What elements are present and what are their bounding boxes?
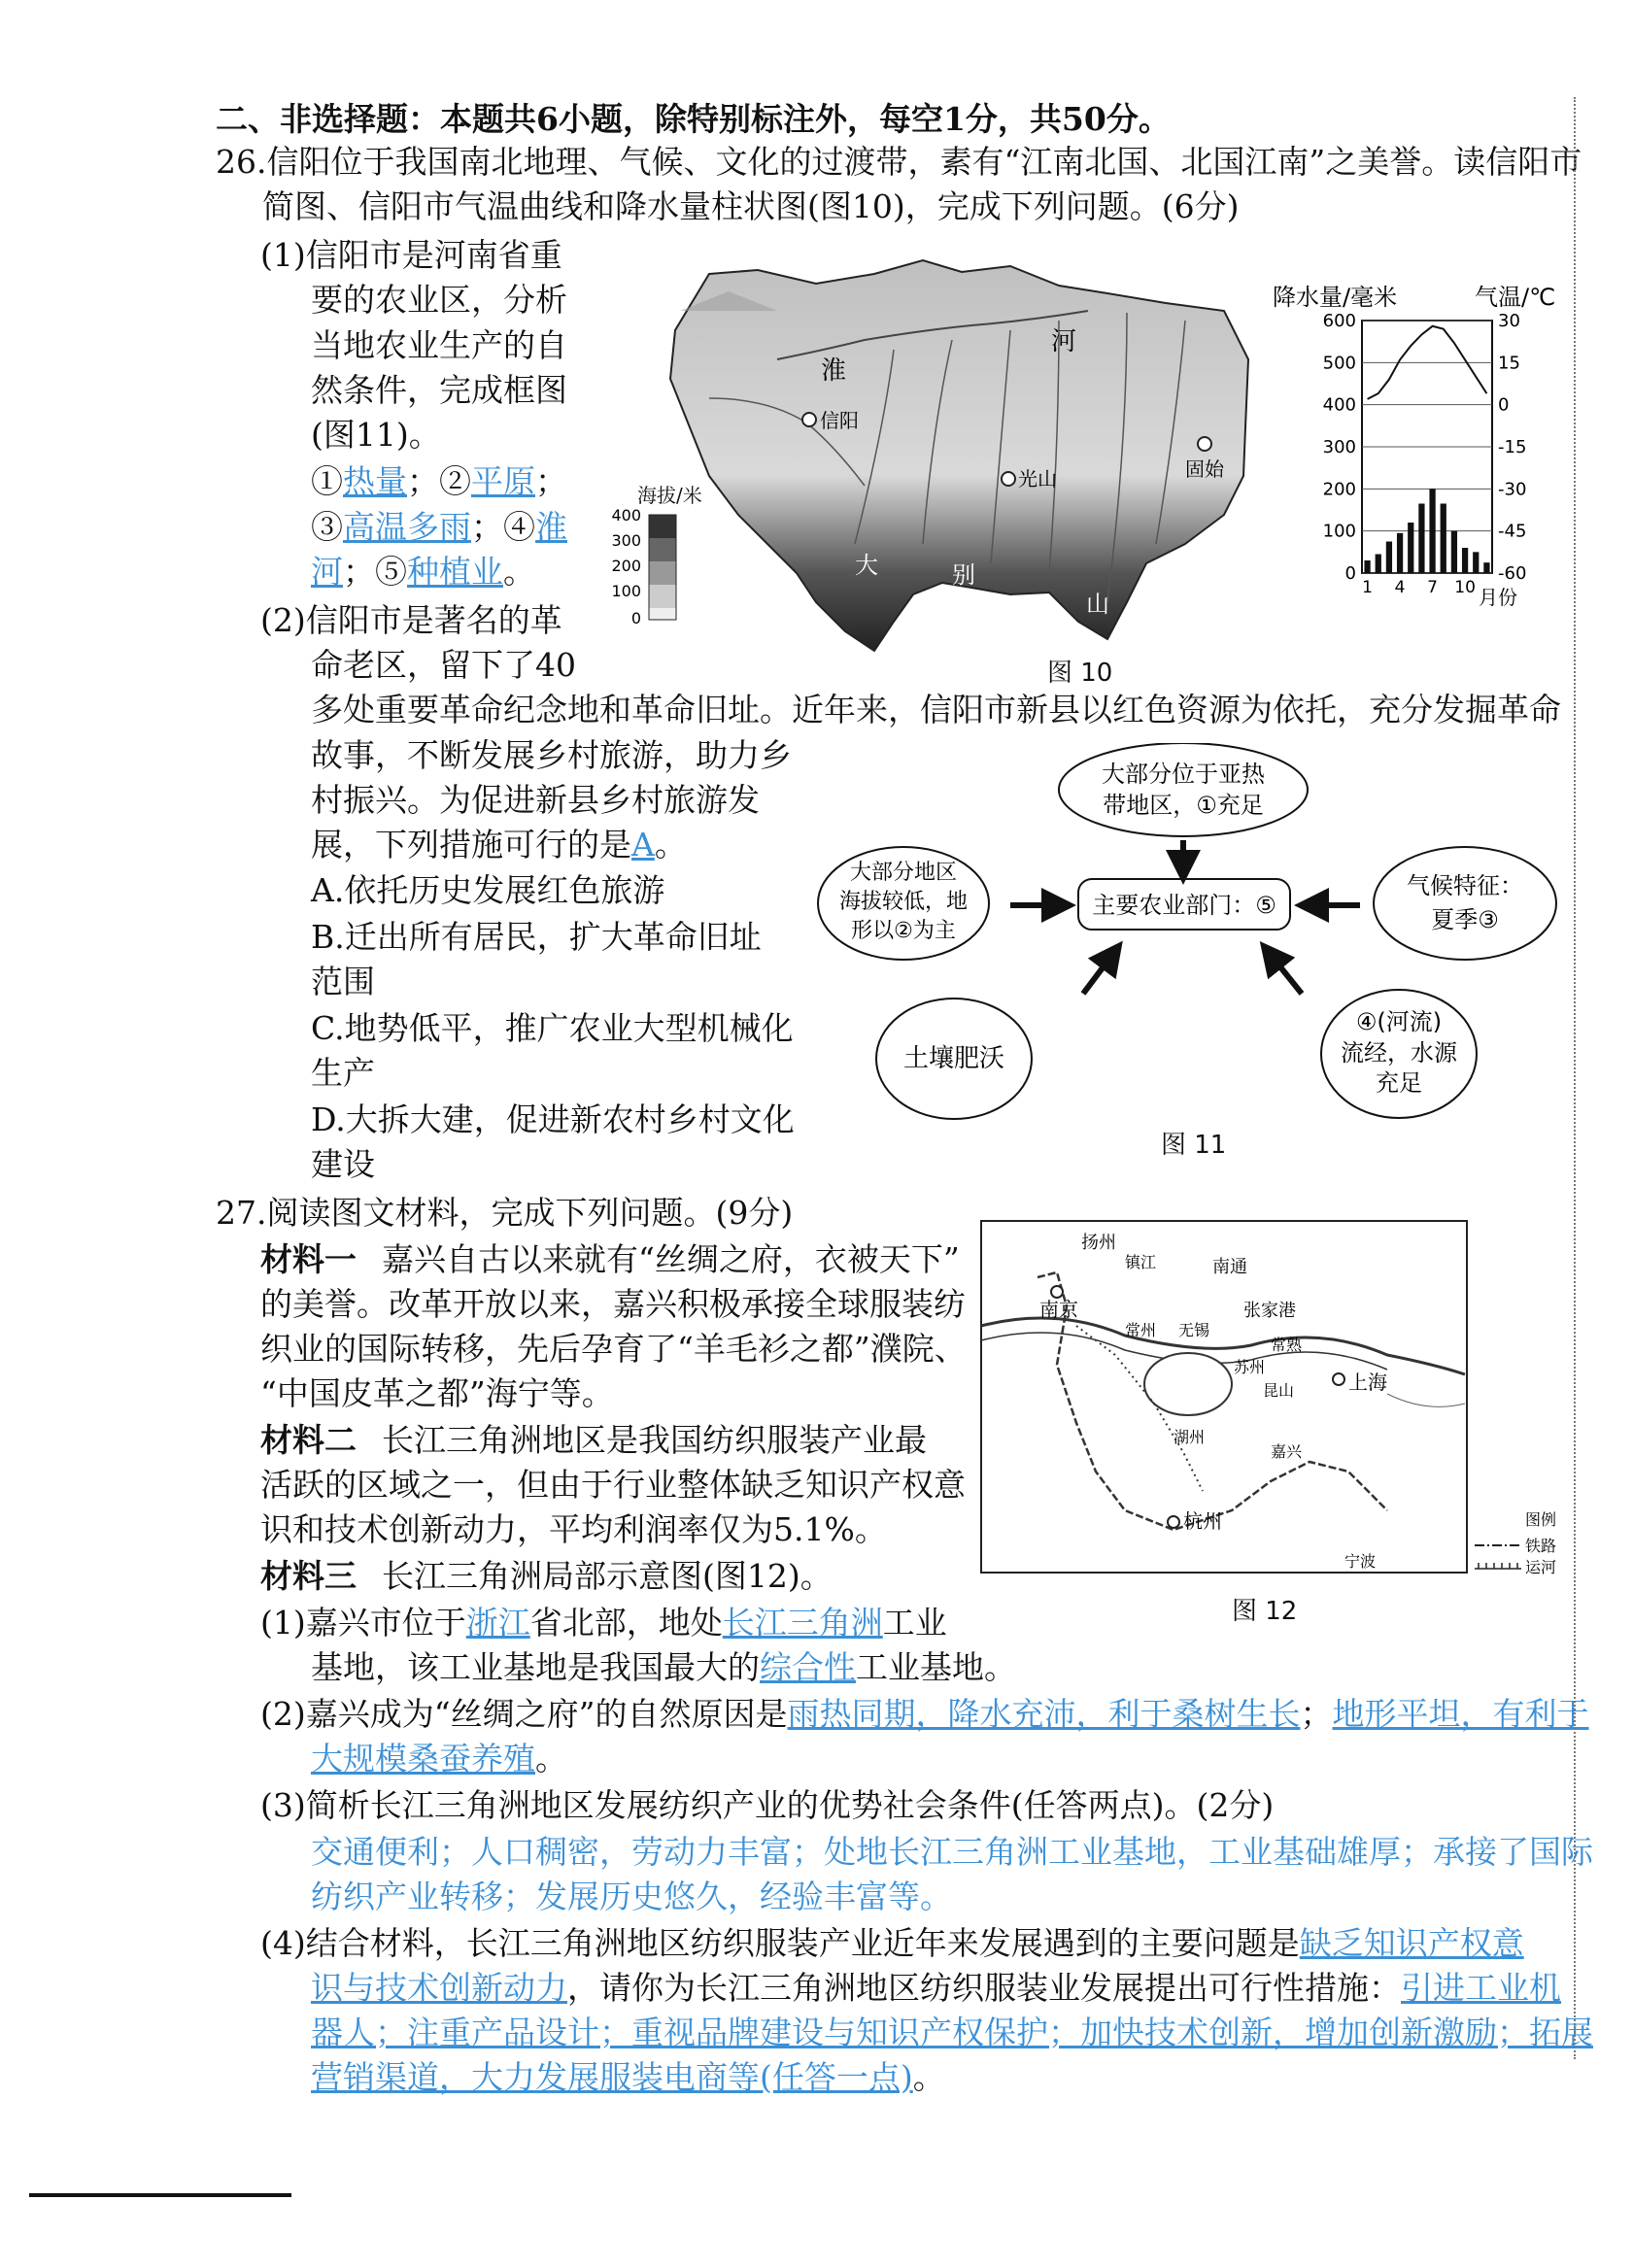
y2-tick-label: 15 [1498, 353, 1520, 374]
city-label: 常州 [1125, 1321, 1157, 1339]
precip-bar [1418, 504, 1424, 574]
elev-tick: 400 [611, 506, 641, 525]
q27-p2-line2: 大规模桑蚕养殖。 [311, 1740, 567, 1777]
precip-bar [1408, 523, 1413, 573]
node-terrain-line2: 海拔较低，地 [838, 890, 969, 914]
node-climate [1374, 847, 1556, 960]
fig12-caption: 图 12 [1232, 1597, 1298, 1626]
option-d: D.大拆大建，促进新农村乡村文化 [311, 1100, 795, 1138]
q27-m2-line2: 活跃的区域之一，但由于行业整体缺乏知识产权意 [260, 1466, 966, 1504]
elev-tick: 0 [630, 609, 641, 627]
q27-p3-answer-line1: 交通便利；人口稠密，劳动力丰富；处地长江三角洲工业基地，工业基础雄厚；承接了国际 [311, 1833, 1593, 1871]
node-main-sector-label: 主要农业部门：⑤ [1092, 892, 1276, 919]
y-tick-label: 400 [1322, 394, 1356, 416]
guangshan-marker [1002, 472, 1015, 486]
q26-p2-line4: 故事，不断发展乡村旅游，助力乡 [311, 736, 792, 774]
option-a: A.依托历史发展红色旅游 [311, 871, 665, 909]
q27-p4-line4: 营销渠道，大力发展服装电商等(任答一点)。 [311, 2058, 945, 2096]
node-river-line1: ④(河流) [1355, 1008, 1443, 1035]
material-2-label: 材料二 [260, 1421, 357, 1459]
q27-p4-line2: 识与技术创新动力，请你为长江三角洲地区纺织服装业发展提出可行性措施：引进工业机 [311, 1969, 1561, 2007]
q27-m1-line1: 材料一 嘉兴自古以来就有“丝绸之府，衣被天下” [260, 1240, 960, 1278]
node-river-line3: 充足 [1376, 1069, 1422, 1097]
nanjing-marker [1051, 1286, 1063, 1298]
node-river-line2: 流经，水源 [1341, 1039, 1457, 1066]
q26-p1-line1: (1)信阳市是河南省重 [260, 236, 562, 274]
q26-p2-line1: (2)信阳市是著名的革 [260, 601, 562, 639]
climate-chart [1273, 282, 1593, 622]
q27-p1-line2: 基地，该工业基地是我国最大的综合性工业基地。 [311, 1648, 1016, 1686]
legend-canal-symbol [1475, 1563, 1521, 1569]
option-c: C.地势低平，推广农业大型机械化 [311, 1009, 794, 1047]
city-label: 嘉兴 [1271, 1442, 1303, 1461]
answer-measures-end: 营销渠道，大力发展服装电商等(任答一点) [311, 2058, 913, 2096]
node-heat-line2: 带地区，①充足 [1103, 792, 1264, 819]
q27-p1-line1: (1)嘉兴市位于浙江省北部，地处长江三角洲工业 [260, 1604, 947, 1642]
answer-2: 平原 [471, 462, 535, 500]
q27-m2-line1: 材料二 长江三角洲地区是我国纺织服装产业最 [260, 1421, 927, 1459]
q26-p2-line3: 多处重要革命纪念地和革命旧址。近年来，信阳市新县以红色资源为依托，充分发掘革命 [311, 691, 1561, 728]
city-label: 湖州 [1174, 1428, 1206, 1446]
legend-rail-label: 铁路 [1525, 1537, 1557, 1555]
answer-3: 高温多雨 [343, 508, 471, 546]
city-label: 昆山 [1263, 1381, 1295, 1400]
arrow-bottom-right [1271, 955, 1302, 994]
city-label: 扬州 [1081, 1233, 1116, 1253]
x-tick-label: 10 [1454, 578, 1476, 597]
elevation-legend-title: 海拔/米 [637, 484, 702, 507]
city-label: 上海 [1348, 1371, 1387, 1394]
material-1-label: 材料一 [260, 1240, 357, 1278]
footer-bar [29, 2193, 291, 2197]
y2-tick-label: 0 [1498, 394, 1510, 416]
q27-m1-line2: 的美誉。改革开放以来，嘉兴积极承接全球服装纺 [260, 1285, 966, 1323]
answer-base: 长江三角洲 [722, 1604, 883, 1642]
q26-p1-line5: (图11)。 [311, 416, 441, 454]
chart-y2label: 气温/℃ [1475, 284, 1556, 311]
answer-problem-cont: 识与技术创新动力 [311, 1969, 567, 2007]
q27-m1-line3: 织业的国际转移，先后孕育了“羊毛衫之都”濮院、 [260, 1330, 967, 1368]
q26-p1-line2: 要的农业区，分析 [311, 281, 567, 319]
y2-tick-label: -60 [1498, 563, 1527, 584]
q26-p2-line2: 命老区，留下了40 [311, 646, 576, 684]
y2-tick-label: 30 [1498, 311, 1520, 331]
x-tick-label: 7 [1427, 578, 1438, 597]
city-label: 宁波 [1344, 1552, 1377, 1571]
precip-bar [1364, 560, 1370, 573]
q27-m2-line3: 识和技术创新动力，平均利润率仅为5.1%。 [260, 1510, 887, 1548]
option-b: B.迁出所有居民，扩大革命旧址 [311, 918, 762, 956]
city-label: 苏州 [1234, 1358, 1266, 1376]
precip-bar [1451, 531, 1457, 573]
answer-choice: A [631, 826, 655, 863]
answer-problem: 缺乏知识产权意 [1299, 1924, 1524, 1962]
q27-p3-answer-line2: 纺织产业转移；发展历史悠久，经验丰富等。 [311, 1878, 952, 1915]
q26-p2-line5: 村振兴。为促进新县乡村旅游发 [311, 781, 760, 819]
city-label: 镇江 [1125, 1253, 1157, 1271]
q27-p2-line1: (2)嘉兴成为“丝绸之府”的自然原因是雨热同期，降水充沛，利于桑树生长；地形平坦，有利于 [260, 1695, 1589, 1733]
y2-tick-label: -45 [1498, 521, 1527, 542]
q26-stem-line1: 26.信阳位于我国南北地理、气候、文化的过渡带，素有“江南北国、北国江南”之美誉。读信阳市 [216, 143, 1582, 181]
q27-m3-line1: 材料三 长江三角洲局部示意图(图12)。 [260, 1557, 833, 1595]
y-tick-label: 200 [1322, 479, 1356, 500]
node-terrain-line3: 形以②为主 [851, 919, 956, 943]
city-label: 杭州 [1183, 1509, 1222, 1533]
y-tick-label: 500 [1322, 353, 1356, 374]
option-d-cont: 建设 [311, 1145, 375, 1183]
precip-bar [1397, 533, 1403, 573]
map-label-shan: 山 [1086, 591, 1109, 618]
x-tick-label: 1 [1362, 578, 1373, 597]
precip-bar [1441, 504, 1446, 574]
answer-1: 热量 [343, 462, 407, 500]
precip-bar [1473, 552, 1479, 573]
answer-base-type: 综合性 [760, 1648, 856, 1686]
city-label: 常熟 [1271, 1336, 1303, 1354]
city-label: 南京 [1039, 1298, 1078, 1321]
map-label-da: 大 [855, 552, 878, 579]
xinyang-marker [802, 413, 816, 426]
q27-stem: 27.阅读图文材料，完成下列问题。(9分) [216, 1194, 794, 1232]
answer-climate: 雨热同期，降水充沛，利于桑树生长 [787, 1695, 1301, 1733]
elev-tick: 100 [611, 582, 641, 600]
hangzhou-marker [1168, 1516, 1179, 1528]
y2-tick-label: -15 [1498, 437, 1527, 457]
q27-p4-line3 [311, 2011, 1593, 2055]
arrow-bottom-left [1083, 955, 1112, 994]
q26-p1-line4: 然条件，完成框图 [311, 371, 567, 409]
elev-tick: 200 [611, 557, 641, 575]
legend-title: 图例 [1525, 1510, 1557, 1529]
q26-p1-answers-row1: ①热量；②平原； [311, 462, 567, 500]
map-label-he: 河 [1051, 327, 1077, 356]
map-label-bie: 别 [952, 561, 975, 589]
x-tick-label: 4 [1394, 578, 1406, 597]
xinyang-map [602, 253, 1273, 660]
q26-stem-line2: 简图、信阳市气温曲线和降水量柱状图(图10)，完成下列问题。(6分) [262, 187, 1240, 225]
y-tick-label: 600 [1322, 311, 1356, 331]
chart-ylabel: 降水量/毫米 [1273, 284, 1398, 311]
elev-tick: 300 [611, 531, 641, 550]
answer-4a: 淮 [535, 508, 567, 546]
q26-p2-line6: 展，下列措施可行的是A。 [311, 826, 687, 863]
agriculture-framework-diagram [816, 743, 1593, 1151]
q27-m1-line4: “中国皮革之都”海宁等。 [260, 1374, 614, 1412]
y-tick-label: 300 [1322, 437, 1356, 457]
elevation-legend [602, 505, 699, 631]
material-3-label: 材料三 [260, 1557, 357, 1595]
map-label-guangshan: 光山 [1018, 467, 1057, 491]
precip-bar [1462, 548, 1468, 573]
map-label-gushi: 固始 [1185, 457, 1224, 481]
gushi-marker [1198, 437, 1211, 451]
q26-p1-line3: 当地农业生产的自 [311, 326, 567, 364]
precip-bar [1483, 562, 1489, 573]
answer-4b: 河 [311, 553, 343, 591]
y-tick-label: 0 [1344, 563, 1356, 584]
map-label-xinyang: 信阳 [820, 409, 859, 432]
y-tick-label: 100 [1322, 521, 1356, 542]
answer-terrain: 地形平坦，有利于 [1332, 1695, 1589, 1733]
y2-tick-label: -30 [1498, 479, 1527, 500]
node-terrain-line1: 大部分地区 [849, 861, 958, 885]
section-header: 二、非选择题：本题共6小题，除特别标注外，每空1分，共50分。 [216, 100, 1171, 138]
answer-measures: 引进工业机 [1401, 1969, 1561, 2007]
q27-p4-line1: (4)结合材料，长江三角洲地区纺织服装产业近年来发展遇到的主要问题是缺乏知识产权意 [260, 1924, 1524, 1962]
q26-p1-answers-row2: ③高温多雨；④淮 [311, 508, 567, 546]
shanghai-marker [1333, 1373, 1344, 1385]
option-b-cont: 范围 [311, 963, 375, 1000]
city-label: 南通 [1212, 1257, 1247, 1277]
q26-p1-answers-row3: 河；⑤种植业。 [311, 553, 535, 591]
answer-5: 种植业 [407, 553, 503, 591]
answer-terrain-cont: 大规模桑蚕养殖 [311, 1740, 535, 1777]
legend-canal-label: 运河 [1525, 1558, 1557, 1576]
map-label-huai: 淮 [821, 356, 847, 386]
fig11-caption: 图 11 [1161, 1131, 1227, 1160]
fig10-caption: 图 10 [1047, 659, 1113, 688]
precip-bar [1386, 542, 1392, 574]
chart-xlabel: 月份 [1479, 586, 1517, 609]
node-climate-line1: 气候特征： [1407, 872, 1523, 899]
node-soil-label: 土壤肥沃 [902, 1044, 1005, 1073]
precip-bar [1429, 489, 1435, 573]
node-climate-line2: 夏季③ [1431, 906, 1499, 933]
q27-p3-question: (3)简析长江三角洲地区发展纺织产业的优势社会条件(任答两点)。(2分) [260, 1786, 1275, 1824]
city-label: 无锡 [1178, 1321, 1210, 1339]
margin-dotted-line [1574, 97, 1576, 2059]
node-heat [1059, 743, 1308, 836]
city-label: 张家港 [1243, 1301, 1296, 1321]
node-heat-line1: 大部分位于亚热 [1102, 761, 1265, 788]
option-c-cont: 生产 [311, 1054, 375, 1092]
yangtze-delta-map [979, 1219, 1586, 1578]
answer-measures-cont: 器人；注重产品设计；重视品牌建设与知识产权保护；加快技术创新，增加创新激励；拓展 [311, 2014, 1593, 2051]
precip-bar [1376, 555, 1381, 574]
answer-province: 浙江 [465, 1604, 530, 1642]
